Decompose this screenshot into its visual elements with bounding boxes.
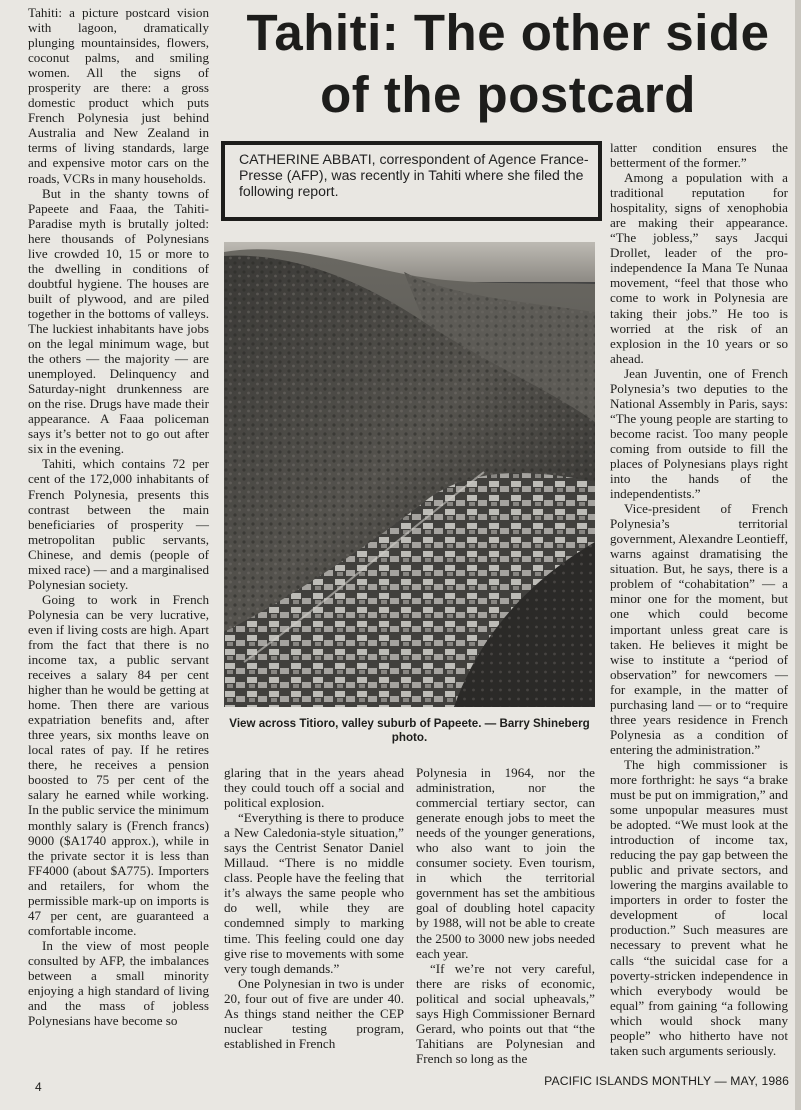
headline-line-2: of the postcard <box>320 66 696 123</box>
body-column-2 <box>224 765 404 1051</box>
headline-line-1: Tahiti: The other side <box>246 4 770 61</box>
photo <box>224 242 595 707</box>
paragraph: In the view of most people consulted by AFP, the imbalances between a small minority enjoying a high standard of living and the mass of jobless Polynesians have become so <box>28 937 209 1029</box>
paragraph: “Everything is there to produce a New Caledonia-style situation,” says the Centrist Senator Daniel Millaud. “There is no middle class. People have the feeling that it’s always the same people who do well, while they are condemned simply to marking time. This feeling could one day give rise to movements with some very tough demands.” <box>224 810 404 976</box>
page-edge <box>795 0 801 1110</box>
paragraph: Polynesia in 1964, nor the administration, nor the commercial tertiary sector, can generate enough jobs to meet the needs of the younger generations, who also want to join the consumer society. Even tourism, in which the territorial government has set the ambitious goal of doubling hotel capacity by 1988, will not be able to create the 2500 to 3000 new jobs needed each year. <box>416 765 595 961</box>
photo-caption: View across Titioro, valley suburb of Papeete. — Barry Shineberg photo. <box>229 717 590 744</box>
paragraph: Among a population with a traditional reputation for hospitality, signs of xenophobia are making their appearance. “The jobless,” says Jacqui Drollet, leader of the pro-independence Ia Mana Te Nunaa movement, “feel that those who come to work in Polynesia are taking their jobs.” He too is worried at the risk of an explosion in the 10 years or so ahead. <box>610 170 788 366</box>
body-column-1 <box>28 5 209 1028</box>
headline <box>226 2 790 126</box>
body-column-3 <box>416 765 595 1066</box>
paragraph: Going to work in French Polynesia can be very lucrative, even if living costs are high. Apart from the fact that there is no income tax, a public servant receives a salary 84 per cent higher than he would be getting at home. Then there are various expatriation benefits and, after three years, six months leave on local rates of pay. If he retires there, he receives a pension boosted to 75 per cent of the salary he earned while working. In the public service the minimum monthly salary is (French francs) 9000 ($A1740 approx.), while in the private sector it is less than FF4000 (about $A775). Importers and retailers, for whom the permissible mark-up on imports is 47 per cent, are guaranteed a comfortable income. <box>28 591 209 938</box>
running-footer: PACIFIC ISLANDS MONTHLY — MAY, 1986 <box>544 1074 789 1088</box>
paragraph: Tahiti: a picture postcard vision with lagoon, dramatically plunging mountainsides, flowers, coconut palms, and smiling women. All the signs of prosperity are there: a gross domestic product which puts French Polynesia just behind Australia and New Zealand in terms of living standards, large and expensive motor cars on the roads, VCRs in many households. <box>28 5 209 186</box>
paragraph: latter condition ensures the betterment of the former.” <box>610 140 788 171</box>
paragraph: “If we’re not very careful, there are risks of economic, political and social upheavals,” says High Commissioner Bernard Gerard, who points out that “the Tahitians are Polynesian and French so long as the <box>416 960 595 1066</box>
paragraph: But in the shanty towns of Papeete and Faaa, the Tahiti-Paradise myth is brutally jolted: here thousands of Polynesians live crowded 10, 15 or more to the dwelling in conditions of doubtful hygiene. The houses are built of plywood, and are piled together in the bottoms of valleys. The luckiest inhabitants have jobs on the legal minimum wage, but the others — the majority — are unemployed. Delinquency and Saturday-night drunkenness are on the rise. Drugs have made their appearance. A Faaa policeman says it’s better not to go out after six in the evening. <box>28 185 209 457</box>
paragraph: glaring that in the years ahead they could touch off a social and political explosion. <box>224 765 404 811</box>
valley-photo-image <box>224 242 595 707</box>
paragraph: Tahiti, which contains 72 per cent of the 172,000 inhabitants of French Polynesia, presents this contrast between the main beneficiaries of prosperity — metropolitan public servants, Chinese, and demis (people of mixed race) — and a marginalised Polynesian society. <box>28 456 209 592</box>
paragraph: The high commissioner is more forthright: he says “a brake must be put on immigration,” and some unpopular measures must be adopted. “We must look at the introduction of income tax, reducing the pay gap between the public and private sectors, and lowering the margins available to importers in order to foster the development of local production.” Such measures are necessary to prevent what he calls “the suicidal case for a poverty-stricken independence in which everybody would be equal” from gaining “a following which would shock many people” who hitherto have not taken such arguments seriously. <box>610 756 788 1058</box>
standfirst-box: CATHERINE ABBATI, correspondent of Agence France-Presse (AFP), was recently in Tahiti where she filed the following report. <box>221 141 602 221</box>
paragraph: One Polynesian in two is under 20, four out of five are under 40. As things stand neither the CEP nuclear testing program, established in French <box>224 975 404 1051</box>
body-column-4 <box>610 140 788 1058</box>
paragraph: Vice-president of French Polynesia’s territorial government, Alexandre Leontieff, warns against dramatising the situation. But, he says, there is a problem of “cohabitation” — a minor one for the moment, but one which could become important unless great care is taken. He believes it might be wise to institute a “period of observation” for newcomers — for example, in the matter of purchasing land — or to “require three years residence in French Polynesia as a condition of entering the administration.” <box>610 501 788 757</box>
paragraph: Jean Juventin, one of French Polynesia’s two deputies to the National Assembly in Paris, says: “The young people are starting to become racist. Too many people coming from outside to fill the places of Polynesians plays right into the hands of the independentists.” <box>610 365 788 502</box>
page-number: 4 <box>35 1080 42 1094</box>
